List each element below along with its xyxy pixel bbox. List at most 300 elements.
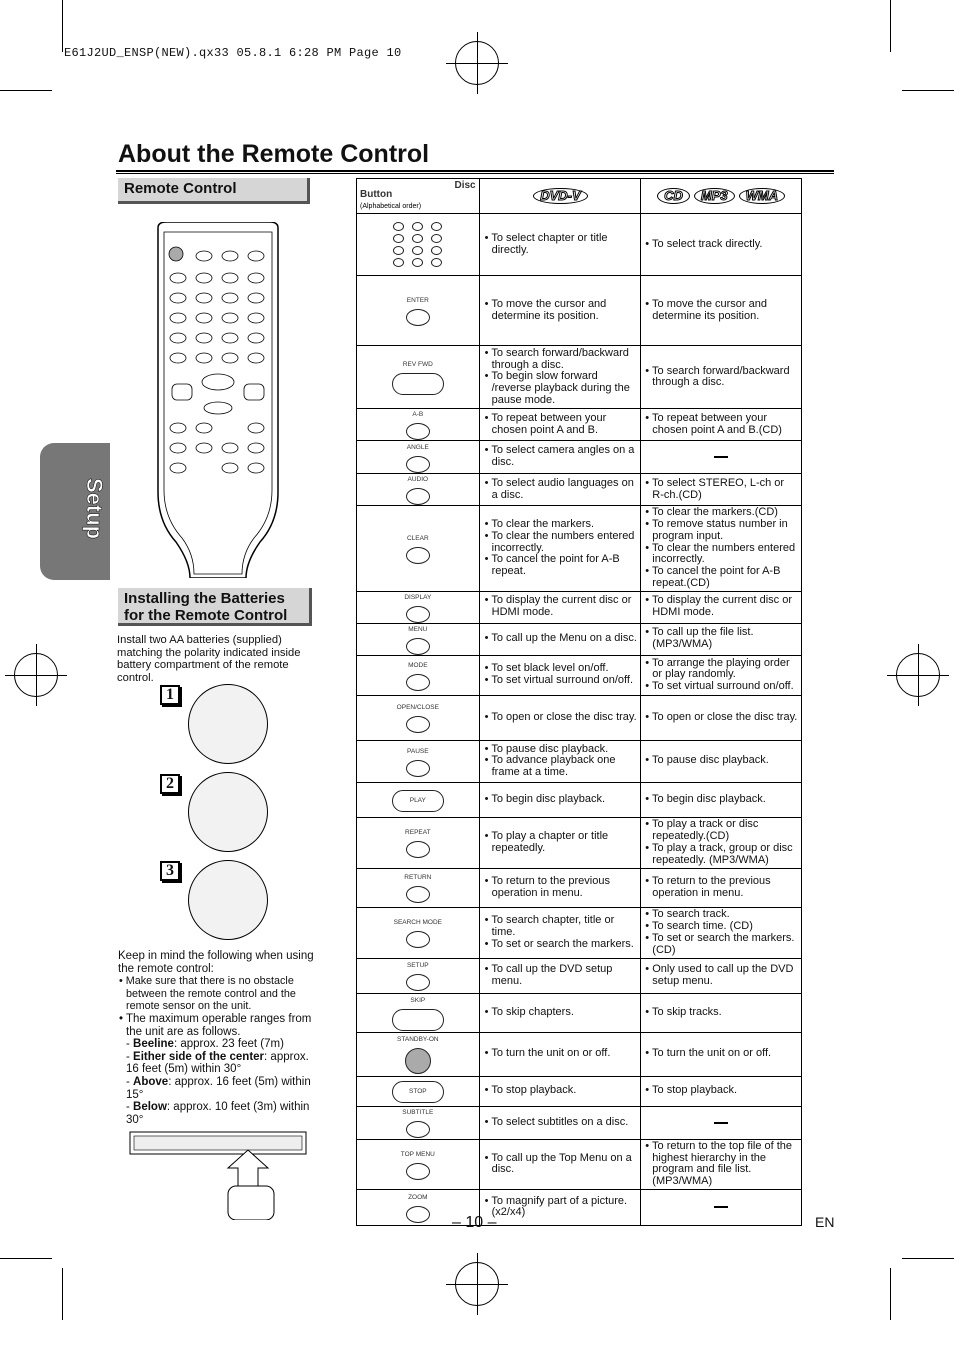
function-text: To search forward/backward through a disc. — [652, 364, 790, 389]
usage-intro: Keep in mind the following when using the remote control: — [118, 950, 314, 975]
table-row — [357, 740, 802, 782]
function-bullet: • To set virtual surround on/off. — [484, 674, 633, 687]
range-value: : approx. 10 feet (3m) within 30° — [126, 1101, 310, 1126]
button-cell — [357, 1032, 480, 1076]
function-bullet: • To play a track, group or disc repeatedly. (MP3/WMA) — [645, 841, 793, 866]
range-illustration — [128, 1130, 310, 1220]
function-text: To select chapter or title directly. — [491, 232, 608, 256]
function-bullet: • To turn the unit on or off. — [645, 1047, 772, 1060]
remote-control-illustration — [150, 222, 286, 578]
function-bullet: • To stop playback. — [645, 1084, 738, 1097]
range-label: Either side of the center — [133, 1050, 265, 1063]
function-text: To select STEREO, L-ch or R-ch.(CD) — [652, 476, 785, 501]
page-number: – 10 – — [452, 1214, 497, 1231]
function-bullet: • To advance playback one frame at a time. — [484, 754, 616, 779]
button-label: MENU — [408, 625, 428, 633]
page-title: About the Remote Control — [118, 140, 430, 168]
button-cell — [357, 276, 480, 346]
remote-button-icon — [406, 1206, 430, 1223]
dvd-function-cell — [479, 655, 641, 695]
function-bullet: • To call up the Top Menu on a disc. — [484, 1151, 632, 1176]
button-cell — [357, 1106, 480, 1139]
function-bullet: • To display the current disc or HDMI mode. — [645, 594, 793, 619]
function-bullet: • To move the cursor and determine its position. — [645, 298, 767, 322]
dvd-function-cell — [479, 409, 641, 441]
table-row — [357, 1032, 802, 1076]
button-cell — [357, 958, 480, 993]
dvd-function-cell — [479, 695, 641, 740]
number-button-icon — [393, 222, 404, 231]
function-bullet: • To select chapter or title directly. — [484, 232, 608, 256]
function-text: To play a track, group or disc repeatedly. (MP3/WMA) — [652, 841, 793, 866]
button-label: MODE — [408, 661, 428, 669]
function-bullet: • To search track. — [645, 908, 730, 921]
function-text: To repeat between your chosen point A and B. — [491, 411, 607, 436]
function-text: To open or close the disc tray. — [491, 710, 637, 723]
table-row — [357, 623, 802, 655]
remote-button-icon — [405, 1048, 431, 1074]
function-text: To advance playback one frame at a time. — [491, 754, 616, 779]
function-bullet: • To search chapter, title or time. — [484, 914, 615, 938]
not-applicable-dash — [714, 1206, 728, 1208]
function-text: To begin slow forward /reverse playback during the pause mode. — [491, 370, 630, 407]
section-batteries-heading: Installing the Batteries for the Remote Control — [118, 588, 312, 626]
not-applicable-dash — [714, 456, 728, 458]
range-label: Below — [133, 1101, 167, 1114]
table-row — [357, 591, 802, 623]
function-bullet: • To return to the top file of the highest hierarchy in the program and file list. (MP3/WMA) — [645, 1139, 793, 1188]
function-text: To call up the DVD setup menu. — [491, 962, 613, 987]
function-text: To repeat between your chosen point A and B.(CD) — [652, 411, 782, 436]
button-label: REV FWD — [402, 361, 433, 369]
remote-button-icon — [392, 373, 444, 395]
cd-function-cell — [641, 214, 802, 276]
button-cell — [357, 474, 480, 506]
button-label: CLEAR — [406, 535, 429, 543]
button-label: AUDIO — [407, 476, 429, 484]
function-text: To move the cursor and determine its position. — [491, 298, 607, 322]
number-button-icon — [431, 258, 442, 267]
button-label: TOP MENU — [400, 1150, 435, 1158]
usage-bullet-text: The maximum operable ranges from the unit are as follows. — [126, 1012, 312, 1038]
function-bullet: • To set or search the markers. (CD) — [645, 931, 795, 956]
dvd-function-cell — [479, 1076, 641, 1106]
button-label: A-B — [412, 411, 424, 419]
function-text: To begin disc playback. — [652, 792, 766, 805]
header-dvd — [479, 179, 641, 214]
dvd-function-cell — [479, 993, 641, 1032]
button-label: ANGLE — [406, 443, 429, 451]
button-cell — [357, 782, 480, 817]
cd-function-cell — [641, 441, 802, 474]
usage-bullet: • The maximum operable ranges from the unit are as follows. — [119, 1012, 312, 1038]
button-cell — [357, 214, 480, 276]
function-text: To search time. (CD) — [652, 919, 753, 932]
file-header: E61J2UD_ENSP(NEW).qx33 05.8.1 6:28 PM Page 10 — [64, 46, 402, 60]
function-bullet: • To play a track or disc repeatedly.(CD) — [645, 818, 759, 842]
dvd-function-cell — [479, 474, 641, 506]
usage-notes — [118, 950, 318, 1126]
cd-function-cell — [641, 868, 802, 907]
function-text: To display the current disc or HDMI mode. — [652, 594, 793, 619]
registration-mark — [455, 1262, 499, 1306]
table-row — [357, 695, 802, 740]
button-cell — [357, 346, 480, 409]
function-bullet: • To return to the previous operation in menu. — [645, 874, 771, 899]
crop-mark — [890, 1268, 891, 1320]
number-button-icon — [412, 258, 423, 267]
crop-mark — [902, 90, 954, 91]
button-cell — [357, 993, 480, 1032]
cd-function-cell — [641, 655, 802, 695]
function-bullet: • To skip tracks. — [645, 1005, 722, 1018]
registration-mark — [455, 41, 499, 85]
function-text: To search chapter, title or time. — [491, 914, 615, 938]
function-text: To call up the file list. (MP3/WMA) — [652, 626, 754, 651]
function-bullet: • To select audio languages on a disc. — [484, 476, 634, 501]
table-header-button — [357, 179, 480, 214]
function-bullet: • To set or search the markers. — [484, 937, 634, 950]
function-bullet: • To begin disc playback. — [645, 792, 766, 805]
crop-mark — [0, 1258, 52, 1259]
function-bullet: • To pause disc playback. — [645, 754, 769, 767]
button-label: OPEN/CLOSE — [396, 704, 439, 712]
remote-button-icon — [406, 638, 430, 655]
dvd-function-cell — [479, 817, 641, 868]
number-button-icon — [412, 234, 423, 243]
remote-button-icon — [406, 841, 430, 858]
cd-function-cell — [641, 346, 802, 409]
function-bullet: • To display the current disc or HDMI mode. — [484, 594, 632, 619]
function-text: To pause disc playback. — [652, 754, 769, 767]
range-value: : approx. 16 feet (5m) within 15° — [126, 1075, 311, 1101]
wma-logo: WMA — [739, 188, 786, 204]
function-text: To set black level on/off. — [491, 662, 609, 675]
remote-button-icon — [392, 790, 444, 812]
function-bullet: • To cancel the point for A-B repeat.(CD) — [645, 565, 781, 589]
function-text: To pause disc playback. — [491, 742, 609, 755]
function-text: To play a chapter or title repeatedly. — [491, 829, 609, 854]
button-cell — [357, 1076, 480, 1106]
button-cell — [357, 695, 480, 740]
function-text: To return to the previous operation in menu. — [652, 874, 771, 899]
button-cell — [357, 655, 480, 695]
function-bullet: • To search time. (CD) — [645, 919, 753, 932]
cd-function-cell — [641, 623, 802, 655]
button-cell — [357, 1139, 480, 1189]
function-text: To search forward/backward through a disc. — [491, 346, 629, 371]
dvd-function-cell — [479, 907, 641, 958]
button-cell — [357, 868, 480, 907]
function-bullet: • To remove status number in program input. — [645, 517, 788, 542]
header-button-sub: (Alphabetical order) — [360, 202, 422, 210]
dvd-function-cell — [479, 214, 641, 276]
function-text: To search track. — [652, 908, 730, 921]
remote-button-icon — [406, 674, 430, 691]
function-bullet: • To call up the DVD setup menu. — [484, 962, 613, 987]
cd-function-cell — [641, 276, 802, 346]
dvd-function-cell — [479, 623, 641, 655]
cd-function-cell — [641, 1106, 802, 1139]
function-bullet: • To clear the numbers entered incorrectly. — [484, 529, 635, 554]
function-bullet: • To open or close the disc tray. — [645, 710, 798, 723]
function-bullet: • To repeat between your chosen point A and B.(CD) — [645, 411, 782, 436]
remote-button-icon — [406, 606, 430, 623]
battery-instructions: Install two AA batteries (supplied) matching the polarity indicated inside battery compartment of the remote control. — [117, 634, 301, 684]
function-text: To select subtitles on a disc. — [491, 1115, 629, 1128]
function-bullet: • To search forward/backward through a disc. — [484, 346, 629, 371]
function-bullet: • To begin slow forward /reverse playback during the pause mode. — [484, 370, 630, 407]
number-button-icon — [412, 246, 423, 255]
remote-button-icon — [406, 716, 430, 733]
cd-logo: CD — [657, 188, 690, 204]
button-label: PAUSE — [407, 747, 429, 755]
registration-mark — [896, 653, 940, 697]
function-bullet: • To move the cursor and determine its position. — [484, 298, 607, 322]
function-bullet: • Only used to call up the DVD setup menu. — [645, 962, 794, 987]
table-row — [357, 1106, 802, 1139]
function-text: To return to the top file of the highest hierarchy in the program and file list. (MP3/WMA) — [652, 1139, 793, 1188]
crop-mark — [902, 1258, 954, 1259]
button-cell — [357, 409, 480, 441]
function-bullet: • To call up the file list. (MP3/WMA) — [645, 626, 754, 651]
function-bullet: • To select subtitles on a disc. — [484, 1115, 629, 1128]
cd-function-cell — [641, 958, 802, 993]
dvd-function-cell — [479, 346, 641, 409]
button-cell — [357, 740, 480, 782]
button-label: DISPLAY — [404, 593, 432, 601]
range-label: Beeline — [133, 1038, 174, 1051]
table-row — [357, 655, 802, 695]
table-row — [357, 214, 802, 276]
cd-function-cell — [641, 740, 802, 782]
side-tab — [40, 443, 110, 580]
function-bullet: • To clear the markers.(CD) — [645, 506, 778, 519]
function-text: To remove status number in program input. — [652, 517, 788, 542]
function-text: To set virtual surround on/off. — [491, 674, 633, 687]
button-function-table — [356, 178, 802, 1226]
remote-button-icon — [406, 1121, 430, 1138]
cd-function-cell — [641, 506, 802, 592]
button-cell — [357, 623, 480, 655]
header-cd — [641, 179, 802, 214]
battery-step-illustration — [188, 772, 268, 852]
function-text: To call up the Top Menu on a disc. — [491, 1151, 632, 1176]
function-bullet: • To pause disc playback. — [484, 742, 609, 755]
table-header-row — [357, 179, 802, 214]
cd-function-cell — [641, 1032, 802, 1076]
function-text: To stop playback. — [491, 1084, 577, 1097]
table-row — [357, 409, 802, 441]
table-row — [357, 817, 802, 868]
table-row — [357, 1076, 802, 1106]
function-text: To return to the previous operation in menu. — [491, 874, 610, 899]
remote-button-icon — [406, 931, 430, 948]
remote-button-icon — [406, 760, 430, 777]
function-bullet: • To arrange the playing order or play randomly. — [645, 656, 790, 681]
function-text: To select audio languages on a disc. — [491, 476, 634, 501]
function-bullet: • To magnify part of a picture. (x2/x4) — [484, 1194, 628, 1219]
button-label: REPEAT — [405, 829, 431, 837]
button-label: SETUP — [406, 962, 429, 970]
button-label: RETURN — [404, 874, 432, 882]
remote-button-icon — [406, 974, 430, 991]
function-bullet: • To play a chapter or title repeatedly. — [484, 829, 609, 854]
table-row — [357, 782, 802, 817]
function-bullet: • To return to the previous operation in menu. — [484, 874, 610, 899]
side-tab-label: Setup — [82, 478, 107, 540]
button-cell — [357, 907, 480, 958]
function-text: To cancel the point for A-B repeat. — [491, 553, 620, 578]
function-bullet: • To select track directly. — [645, 237, 763, 250]
remote-button-icon — [392, 1081, 444, 1103]
function-text: To clear the numbers entered incorrectly. — [652, 541, 796, 566]
crop-mark — [62, 1268, 63, 1320]
button-label: ENTER — [406, 297, 429, 305]
table-row — [357, 958, 802, 993]
table-row — [357, 993, 802, 1032]
remote-button-icon — [392, 1009, 444, 1031]
cd-function-cell — [641, 474, 802, 506]
cd-function-cell — [641, 591, 802, 623]
step-number: 3 — [160, 861, 180, 881]
dvd-function-cell — [479, 868, 641, 907]
number-button-icon — [431, 246, 442, 255]
function-text: To arrange the playing order or play randomly. — [652, 656, 790, 681]
function-text: Only used to call up the DVD setup menu. — [652, 962, 794, 987]
function-bullet: • To select camera angles on a disc. — [484, 444, 635, 469]
function-bullet: • To search forward/backward through a disc. — [645, 364, 790, 389]
section-remote-heading: Remote Control — [118, 178, 310, 204]
crop-mark — [890, 0, 891, 52]
remote-button-icon — [406, 456, 430, 473]
table-row — [357, 868, 802, 907]
battery-step-illustration — [188, 684, 268, 764]
cd-function-cell — [641, 993, 802, 1032]
dvd-logo: DVD-V — [533, 188, 587, 204]
dvd-function-cell — [479, 782, 641, 817]
button-cell — [357, 506, 480, 592]
range-item: - Below: approx. 10 feet (3m) within 30° — [126, 1101, 310, 1126]
function-text: To clear the markers.(CD) — [652, 506, 778, 519]
function-text: To set or search the markers. — [491, 937, 634, 950]
cd-function-cell — [641, 409, 802, 441]
function-bullet: • To select STEREO, L-ch or R-ch.(CD) — [645, 476, 785, 501]
registration-mark — [14, 653, 58, 697]
function-text: To skip tracks. — [652, 1005, 722, 1018]
title-rule — [116, 170, 834, 172]
function-bullet: • To turn the unit on or off. — [484, 1047, 611, 1060]
number-button-icon — [393, 234, 404, 243]
cd-function-cell — [641, 1076, 802, 1106]
mp3-logo: MP3 — [694, 188, 735, 204]
dvd-function-cell — [479, 276, 641, 346]
function-text: To turn the unit on or off. — [652, 1047, 772, 1060]
function-text: To play a track or disc repeatedly.(CD) — [652, 818, 759, 842]
function-text: To select track directly. — [652, 237, 763, 250]
button-label: ZOOM — [408, 1194, 428, 1202]
crop-mark — [62, 0, 63, 52]
table-row — [357, 1139, 802, 1189]
function-bullet: • To cancel the point for A-B repeat. — [484, 553, 620, 578]
header-button: Button — [360, 188, 393, 200]
function-bullet: • To skip chapters. — [484, 1005, 574, 1018]
dvd-function-cell — [479, 1139, 641, 1189]
function-text: To stop playback. — [652, 1084, 738, 1097]
function-text: To turn the unit on or off. — [491, 1047, 611, 1060]
cd-function-cell — [641, 817, 802, 868]
step-number: 1 — [160, 685, 180, 705]
remote-button-icon — [406, 547, 430, 564]
cd-function-cell — [641, 1139, 802, 1189]
button-label: SKIP — [410, 996, 426, 1004]
table-row — [357, 907, 802, 958]
function-bullet: • To clear the markers. — [484, 517, 595, 530]
range-value: : approx. 16 feet (5m) within 30° — [126, 1050, 309, 1076]
title-rule — [116, 173, 834, 174]
dvd-function-cell — [479, 740, 641, 782]
function-bullet: • To set black level on/off. — [484, 662, 609, 675]
button-label: STANDBY-ON — [397, 1036, 439, 1044]
remote-button-icon — [406, 423, 430, 440]
range-item: - Either side of the center: approx. 16 feet (5m) within 30° — [126, 1050, 309, 1076]
number-button-icon — [431, 234, 442, 243]
function-bullet: • To repeat between your chosen point A and B. — [484, 411, 607, 436]
usage-bullet-text: Make sure that there is no obstacle between the remote control and the remote sensor on the unit. — [125, 975, 296, 1013]
remote-button-icon — [406, 309, 430, 326]
battery-step-illustration — [188, 860, 268, 940]
function-text: To cancel the point for A-B repeat.(CD) — [652, 565, 781, 589]
table-row — [357, 506, 802, 592]
range-item: - Above: approx. 16 feet (5m) within 15° — [126, 1075, 311, 1101]
function-text: To clear the numbers entered incorrectly. — [491, 529, 635, 554]
remote-button-icon — [406, 488, 430, 505]
range-label: Above — [133, 1075, 169, 1088]
table-row — [357, 1189, 802, 1225]
language-code: EN — [815, 1214, 835, 1230]
cd-function-cell — [641, 695, 802, 740]
dvd-function-cell — [479, 591, 641, 623]
function-bullet: • To stop playback. — [484, 1084, 577, 1097]
function-bullet: • To call up the Menu on a disc. — [484, 632, 637, 645]
dvd-function-cell — [479, 1189, 641, 1225]
button-label: SUBTITLE — [402, 1109, 434, 1117]
function-text: To set virtual surround on/off. — [652, 680, 794, 693]
button-cell — [357, 817, 480, 868]
function-text: To move the cursor and determine its position. — [652, 298, 767, 322]
button-label: STOP — [409, 1088, 427, 1096]
dvd-function-cell — [479, 1032, 641, 1076]
usage-bullet: • Make sure that there is no obstacle between the remote control and the remote sensor on the unit. — [119, 975, 296, 1013]
cd-function-cell — [641, 907, 802, 958]
number-button-icon — [412, 222, 423, 231]
dvd-function-cell — [479, 441, 641, 474]
function-text: To magnify part of a picture. (x2/x4) — [491, 1194, 628, 1219]
cd-function-cell — [641, 782, 802, 817]
not-applicable-dash — [714, 1122, 728, 1124]
function-text: To select camera angles on a disc. — [491, 444, 635, 469]
dvd-function-cell — [479, 958, 641, 993]
remote-button-icon — [406, 1163, 430, 1180]
function-bullet: • To set virtual surround on/off. — [645, 680, 794, 693]
function-text: To set or search the markers. (CD) — [652, 931, 795, 956]
function-text: To skip chapters. — [491, 1005, 574, 1018]
dvd-function-cell — [479, 1106, 641, 1139]
function-text: To open or close the disc tray. — [652, 710, 798, 723]
number-button-icon — [393, 258, 404, 267]
table-row — [357, 346, 802, 409]
remote-button-icon — [406, 886, 430, 903]
